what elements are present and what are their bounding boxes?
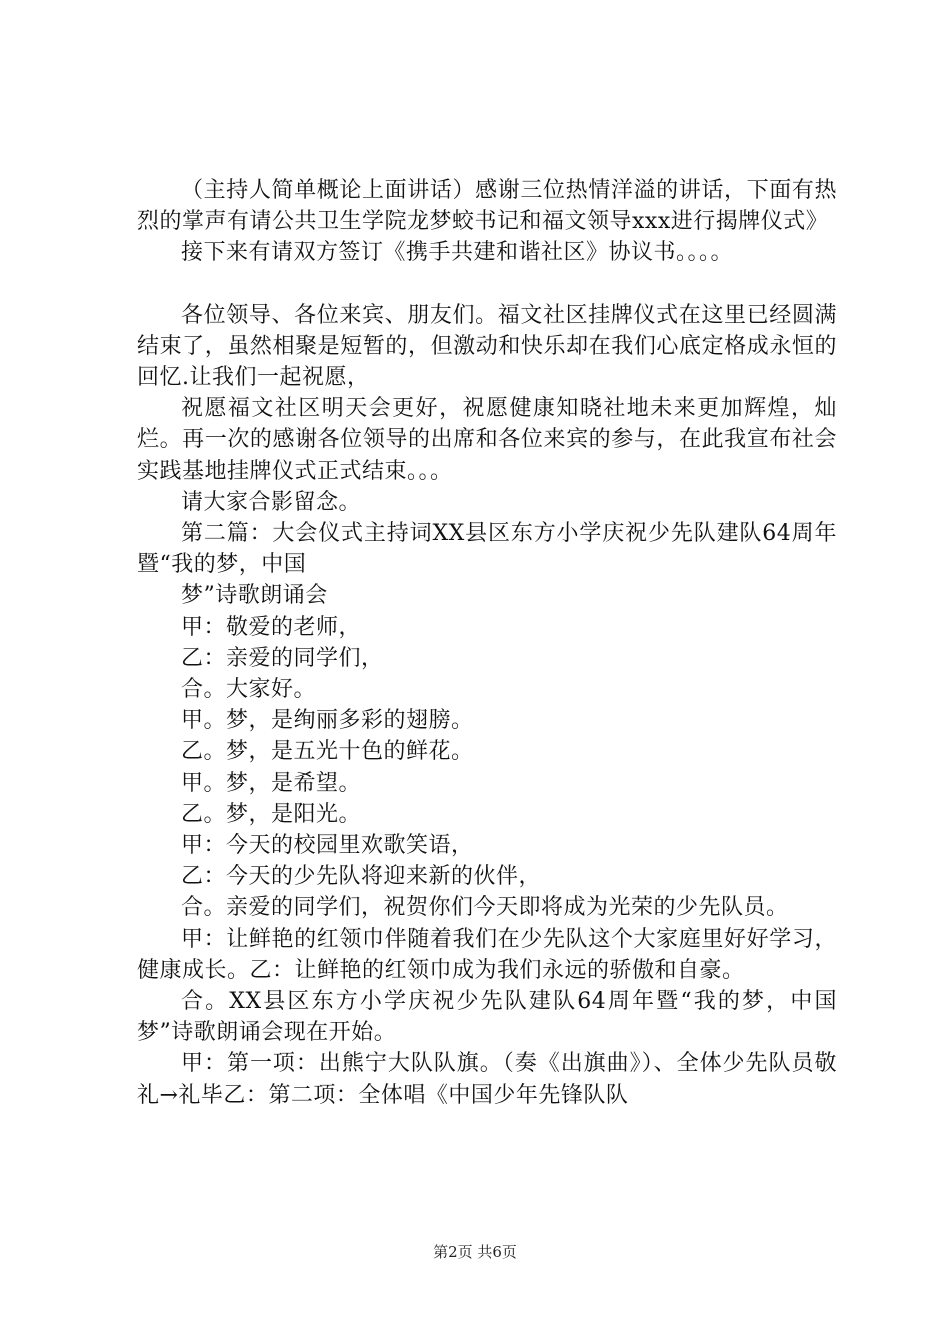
document-body [137, 175, 837, 1111]
page-number-footer: 第2页 共6页 [433, 1243, 517, 1261]
paragraph-group-photo: 请大家合影留念。 [181, 489, 362, 515]
paragraph-line-yi-4: 乙：今天的少先队将迎来新的伙伴， [181, 864, 542, 890]
paragraph-second-article-title-cont: 梦”诗歌朗诵会 [181, 583, 328, 609]
paragraph-closing-remarks: 各位领导、各位来宾、朋友们。福文社区挂牌仪式在这里已经圆满结束了，虽然相聚是短暂的，但激动和快乐却在我们心底定格成永恒的回忆.让我们一起祝愿， [137, 302, 837, 391]
paragraph-line-yi-1: 乙：亲爱的同学们， [181, 645, 384, 671]
paragraph-line-yi-3: 乙。梦，是阳光。 [181, 801, 362, 827]
paragraph-sign-agreement: 接下来有请双方签订《携手共建和谐社区》协议书。。。。 [181, 240, 734, 266]
paragraph-host-intro: （主持人简单概论上面讲话）感谢三位热情洋溢的讲话，下面有热烈的掌声有请公共卫生学院龙梦蛟书记和福文领导xxx进行揭牌仪式》 [137, 178, 837, 235]
paragraph-spacer [137, 269, 837, 300]
paragraph-line-jia-yi-5: 甲：让鲜艳的红领巾伴随着我们在少先队这个大家庭里好好学习，健康成长。乙：让鲜艳的红领巾成为我们永远的骄傲和自豪。 [137, 926, 837, 983]
paragraph-line-jia-1: 甲：敬爱的老师， [181, 614, 362, 640]
paragraph-line-jia-2: 甲。梦，是绚丽多彩的翅膀。 [181, 708, 474, 734]
paragraph-line-jia-3: 甲。梦，是希望。 [181, 770, 362, 796]
paragraph-line-jia-4: 甲：今天的校园里欢歌笑语， [181, 833, 474, 859]
paragraph-line-he-1: 合。大家好。 [181, 677, 317, 703]
paragraph-line-he-2: 合。亲爱的同学们，祝贺你们今天即将成为光荣的少先队员。 [181, 895, 789, 921]
paragraph-second-article-title: 第二篇：大会仪式主持词XX县区东方小学庆祝少先队建队64周年暨“我的梦，中国 [137, 521, 837, 578]
paragraph-line-jia-yi-6: 甲：第一项：出熊宁大队队旗。（奏《出旗曲》）、全体少先队员敬礼→礼毕乙：第二项：全体唱《中国少年先锋队队 [137, 1051, 837, 1108]
paragraph-line-yi-2: 乙。梦，是五光十色的鲜花。 [181, 739, 474, 765]
paragraph-wishes: 祝愿福文社区明天会更好，祝愿健康知晓社地未来更加辉煌，灿烂。再一次的感谢各位领导的出席和各位来宾的参与，在此我宣布社会实践基地挂牌仪式正式结束。。。 [137, 396, 837, 484]
paragraph-line-he-3: 合。XX县区东方小学庆祝少先队建队64周年暨“我的梦，中国梦”诗歌朗诵会现在开始。 [137, 989, 837, 1046]
